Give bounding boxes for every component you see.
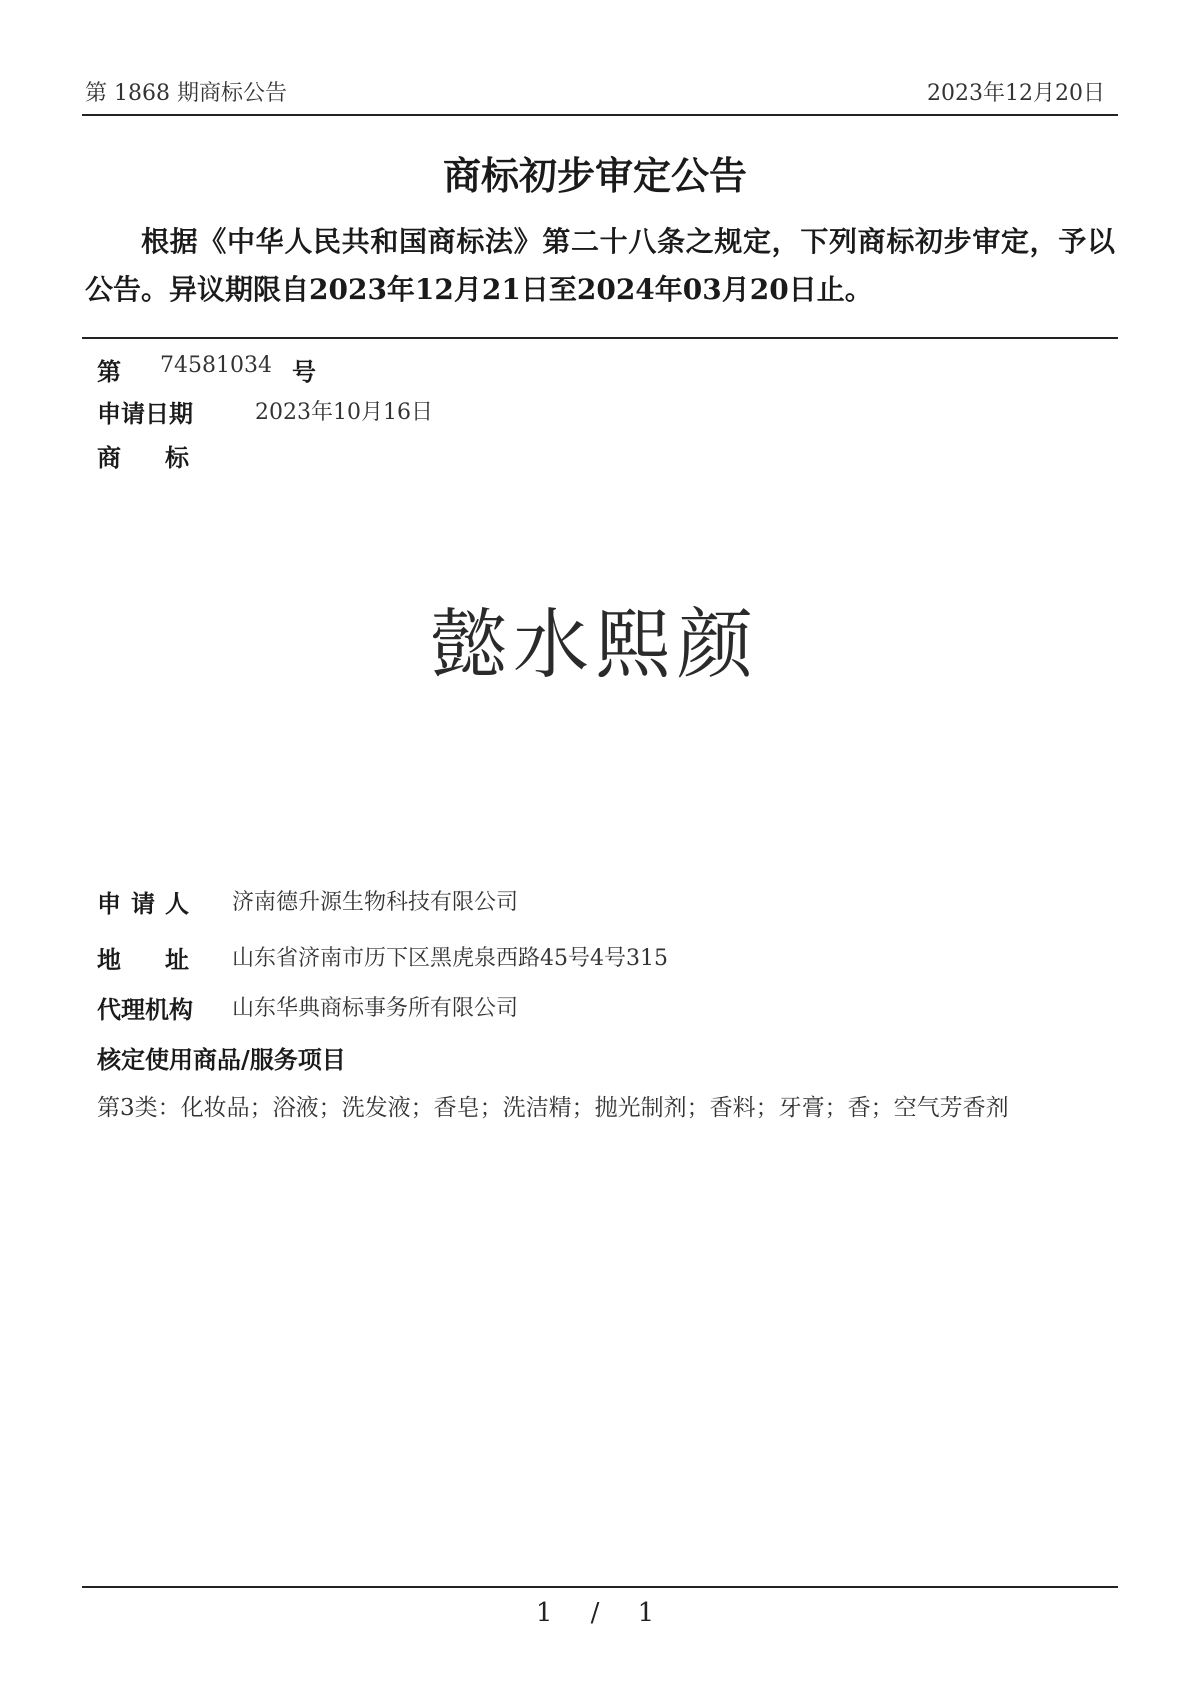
publication-date: 2023年12月20日	[927, 81, 1105, 106]
trademark-label: 商标	[97, 443, 233, 472]
agent-value: 山东华典商标事务所有限公司	[232, 996, 519, 1021]
intro-paragraph: 根据《中华人民共和国商标法》第二十八条之规定，下列商标初步审定，予以公告。异议期限自2023年12月21日至2024年03月20日止。	[85, 225, 1115, 306]
record-no-prefix: 第	[97, 357, 121, 386]
page-number: 1 / 1	[535, 1598, 655, 1628]
application-date-value: 2023年10月16日	[255, 400, 433, 425]
section-divider	[82, 337, 1118, 339]
record-no-suffix: 号	[292, 357, 316, 386]
address-label: 地址	[97, 945, 233, 974]
goods-services-label: 核定使用商品/服务项目	[97, 1045, 346, 1074]
agent-label: 代理机构	[97, 995, 193, 1024]
record-number: 74581034	[160, 353, 272, 378]
footer-divider	[82, 1586, 1118, 1588]
issue-number: 第 1868 期商标公告	[85, 81, 287, 106]
goods-services-value: 第3类：化妆品；浴液；洗发液；香皂；洗洁精；抛光制剂；香料；牙膏；香；空气芳香剂	[97, 1095, 1009, 1121]
header-divider	[82, 114, 1118, 116]
applicant-value: 济南德升源生物科技有限公司	[232, 890, 519, 915]
page-title: 商标初步审定公告	[442, 153, 747, 198]
trademark-image-text: 懿水熙颜	[431, 600, 759, 689]
applicant-label: 申请人	[97, 889, 199, 918]
address-value: 山东省济南市历下区黑虎泉西路45号4号315	[232, 946, 668, 971]
application-date-label: 申请日期	[97, 399, 193, 428]
